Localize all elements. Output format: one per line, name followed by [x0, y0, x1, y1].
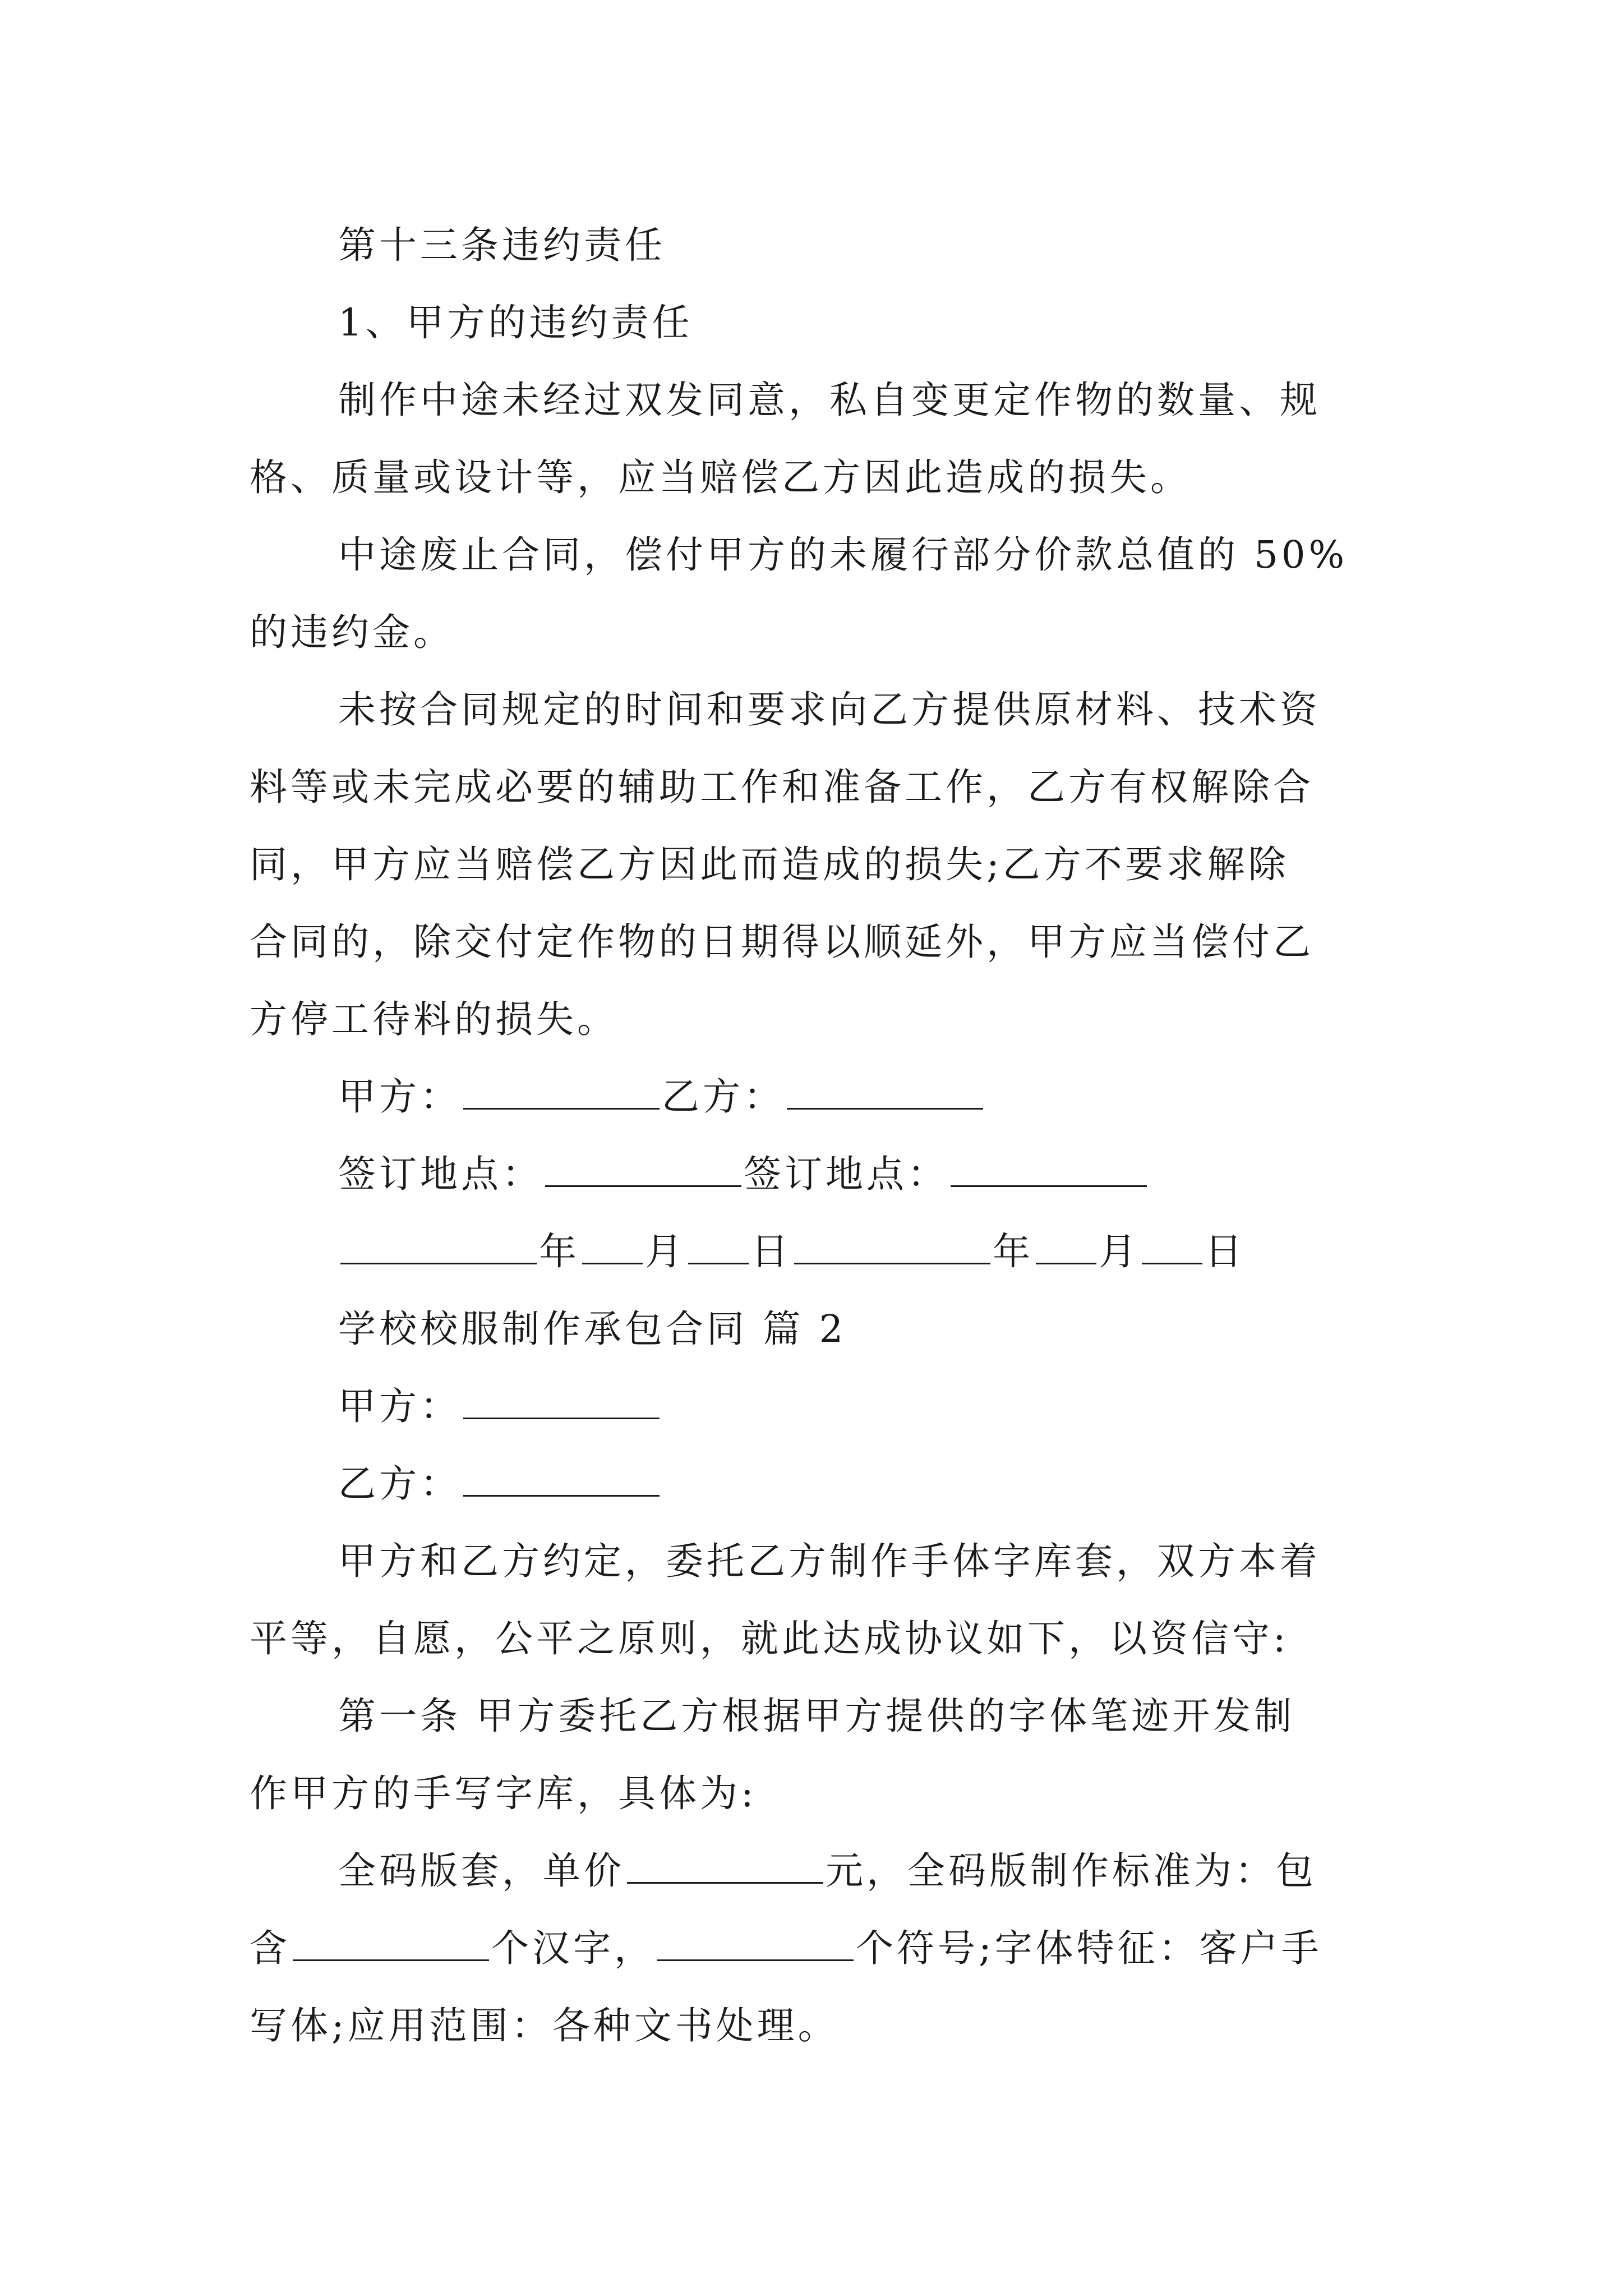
party-a-label: 甲方： — [338, 1075, 461, 1119]
month-a-blank[interactable] — [582, 1229, 643, 1264]
party-b-label: 乙方： — [662, 1075, 785, 1119]
unit-price-blank[interactable] — [627, 1848, 823, 1884]
paragraph-line: 未按合同规定的时间和要求向乙方提供原材料、技术资 — [338, 688, 1321, 731]
month-label: 月 — [645, 1230, 686, 1273]
party-signature-line — [250, 1058, 1394, 1135]
price-prefix: 全码版套，单价 — [338, 1849, 625, 1893]
party-b-label: 乙方： — [338, 1462, 461, 1506]
paragraph-line: 甲方和乙方约定，委托乙方制作手体字库套，双方本着 — [338, 1539, 1321, 1583]
paragraph-line: 料等或未完成必要的辅助工作和准备工作，乙方有权解除合 — [250, 765, 1314, 809]
year-b-blank[interactable] — [794, 1229, 990, 1264]
year-a-blank[interactable] — [340, 1229, 537, 1264]
party-a-blank[interactable] — [463, 1074, 660, 1110]
sign-place-line — [250, 1135, 1394, 1213]
party-a-line — [250, 1368, 1394, 1445]
day-a-blank[interactable] — [688, 1229, 749, 1264]
paragraph-line: 中途废止合同，偿付甲方的未履行部分价款总值的 50% — [338, 533, 1348, 577]
party-a-name-blank[interactable] — [463, 1384, 660, 1419]
day-label: 日 — [751, 1230, 792, 1273]
party-b-name-blank[interactable] — [463, 1461, 660, 1497]
paragraph-line: 方停工待料的损失。 — [250, 997, 618, 1041]
year-label: 年 — [993, 1230, 1034, 1273]
month-b-blank[interactable] — [1036, 1229, 1096, 1264]
document-body — [250, 206, 1394, 2064]
party-b-blank[interactable] — [787, 1074, 983, 1110]
party-b-line — [250, 1445, 1394, 1522]
contract-2-title: 学校校服制作承包合同 篇 2 — [338, 1307, 847, 1351]
paragraph-line: 写体;应用范围：各种文书处理。 — [250, 2004, 839, 2047]
paragraph-line: 格、质量或设计等，应当赔偿乙方因此造成的损失。 — [250, 455, 1191, 499]
chars-suffix: 个汉字， — [491, 1926, 655, 1970]
price-line — [250, 1832, 1394, 1910]
paragraph-line: 制作中途未经过双发同意，私自变更定作物的数量、规 — [338, 378, 1321, 422]
include-prefix: 含 — [250, 1926, 291, 1970]
paragraph-line: 的违约金。 — [250, 610, 454, 654]
article-1-line: 第一条 甲方委托乙方根据甲方提供的字体笔迹开发制 — [338, 1694, 1295, 1738]
chinese-char-count-blank[interactable] — [293, 1926, 489, 1961]
day-b-blank[interactable] — [1142, 1229, 1202, 1264]
sign-place-b-blank[interactable] — [951, 1152, 1147, 1187]
paragraph-line: 作甲方的手写字库，具体为: — [250, 1772, 757, 1815]
paragraph-line: 同，甲方应当赔偿乙方因此而造成的损失;乙方不要求解除 — [250, 843, 1289, 886]
paragraph-line: 平等，自愿，公平之原则，就此达成协议如下，以资信守: — [250, 1617, 1289, 1660]
year-label: 年 — [539, 1230, 580, 1273]
month-label: 月 — [1099, 1230, 1140, 1273]
quantity-line — [250, 1910, 1394, 1987]
party-a-label: 甲方： — [338, 1384, 461, 1428]
day-label: 日 — [1205, 1230, 1246, 1273]
sign-place-label-b: 签订地点： — [744, 1152, 948, 1196]
sign-place-a-blank[interactable] — [545, 1152, 741, 1187]
price-suffix: 元，全码版制作标准为：包 — [826, 1849, 1317, 1893]
item-1-title: 1、甲方的违约责任 — [338, 301, 693, 344]
symbol-count-blank[interactable] — [657, 1926, 854, 1961]
date-line — [250, 1213, 1394, 1290]
sign-place-label-a: 签订地点： — [338, 1152, 543, 1196]
article-13-title: 第十三条违约责任 — [338, 223, 666, 267]
paragraph-line: 合同的，除交付定作物的日期得以顺延外，甲方应当偿付乙 — [250, 920, 1314, 964]
symbols-suffix: 个符号;字体特征：客户手 — [856, 1926, 1322, 1970]
